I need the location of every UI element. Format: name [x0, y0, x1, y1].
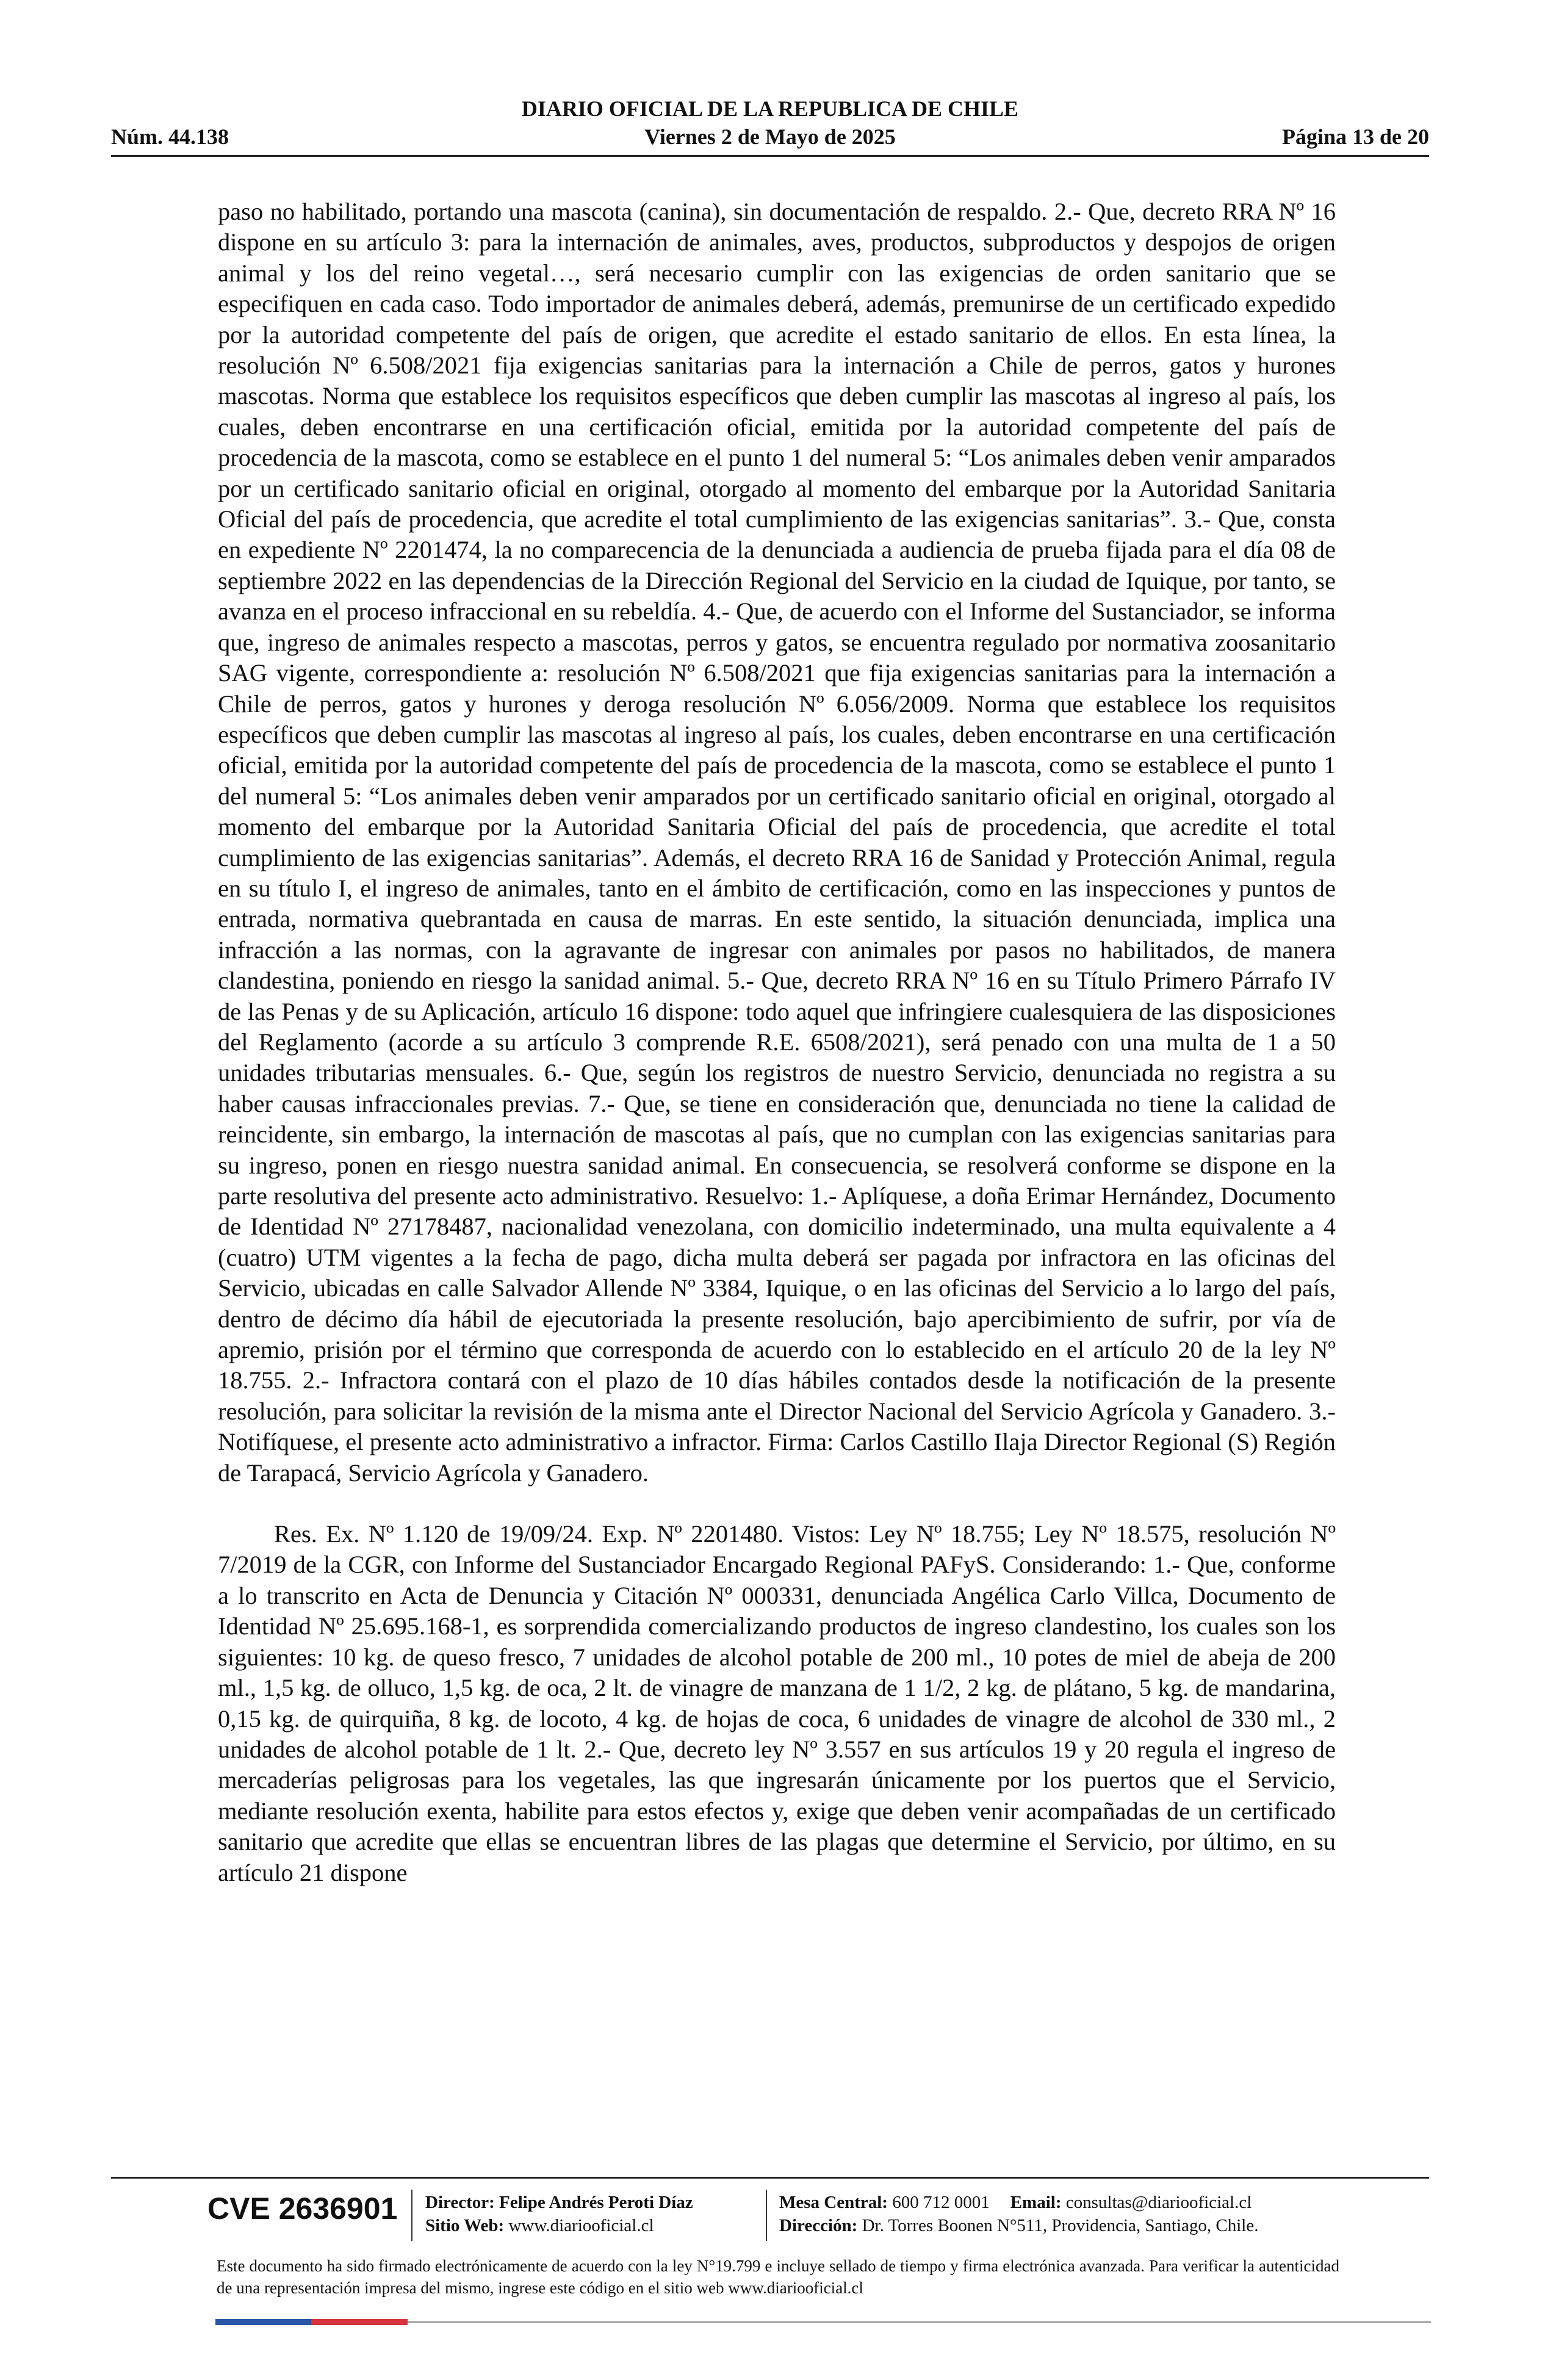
email-label: Email:	[1010, 2193, 1062, 2212]
footer-separator	[411, 2190, 412, 2241]
phone-value: 600 712 0001	[892, 2193, 990, 2212]
footer-contact-right	[779, 2191, 1258, 2237]
footer-bottom-rule	[408, 2321, 1431, 2323]
document-body	[218, 197, 1336, 1888]
flag-stripe	[215, 2319, 408, 2325]
footer-separator	[766, 2190, 767, 2241]
flag-red-segment	[311, 2319, 408, 2325]
director-label: Director:	[425, 2193, 495, 2212]
address-value: Dr. Torres Boonen N°511, Providencia, Santiago, Chile.	[862, 2216, 1259, 2235]
page-header	[111, 92, 1429, 155]
issue-number: Núm. 44.138	[111, 124, 229, 149]
body-paragraph: paso no habilitado, portando una mascota (canina), sin documentación de respaldo. 2.- Que, decreto RRA Nº 16 dispone en su artículo 3: para la internación de animales, aves, productos, subproductos y despojos de origen animal y los del reino vegetal…, será necesario cumplir con las exigencias de orden sanitario que se especifiquen en cada caso. Todo importador de animales deberá, además, premunirse de un certificado expedido por la autoridad competente del país de origen, que acredite el estado sanitario de ellos. En esta línea, la resolución Nº 6.508/2021 fija exigencias sanitarias para la internación a Chile de perros, gatos y hurones mascotas. Norma que establece los requisitos específicos que deben cumplir las mascotas al ingreso al país, los cuales, deben encontrarse en una certificación oficial, emitida por la autoridad competente del país de procedencia de la mascota, como se establece en el punto 1 del numeral 5: “Los animales deben venir amparados por un certificado sanitario oficial en original, otorgado al momento del embarque por la Autoridad Sanitaria Oficial del país de procedencia, que acredite el total cumplimiento de las exigencias sanitarias”. 3.- Que, consta en expediente Nº 2201474, la no comparecencia de la denunciada a audiencia de prueba fijada para el día 08 de septiembre 2022 en las dependencias de la Dirección Regional del Servicio en la ciudad de Iquique, por tanto, se avanza en el proceso infraccional en su rebeldía. 4.- Que, de acuerdo con el Informe del Sustanciador, se informa que, ingreso de animales respecto a mascotas, perros y gatos, se encuentra regulado por normativa zoosanitario SAG vigente, correspondiente a: resolución Nº 6.508/2021 que fija exigencias sanitarias para la internación a Chile de perros, gatos y hurones y deroga resolución Nº 6.056/2009. Norma que establece los requisitos específicos que deben cumplir las mascotas al ingreso al país, los cuales, deben encontrarse en una certificación oficial, emitida por la autoridad competente del país de procedencia de la mascota, como se establece el punto 1 del numeral 5: “Los animales deben venir amparados por un certificado sanitario oficial en original, otorgado al momento del embarque por la Autoridad Sanitaria Oficial del país de procedencia, que acredite el total cumplimiento de las exigencias sanitarias”. Además, el decreto RRA 16 de Sanidad y Protección Animal, regula en su título I, el ingreso de animales, tanto en el ámbito de certificación, como en las inspecciones y puntos de entrada, normativa quebrantada en causa de marras. En este sentido, la situación denunciada, implica una infracción a las normas, con la agravante de ingresar con animales por pasos no habilitados, de manera clandestina, poniendo en riesgo la sanidad animal. 5.- Que, decreto RRA Nº 16 en su Título Primero Párrafo IV de las Penas y de su Aplicación, artículo 16 dispone: todo aquel que infringiere cualesquiera de las disposiciones del Reglamento (acorde a su artículo 3 comprende R.E. 6508/2021), será penado con una multa de 1 a 50 unidades tributarias mensuales. 6.- Que, según los registros de nuestro Servicio, denunciada no registra a su haber causas infraccionales previas. 7.- Que, se tiene en consideración que, denunciada no tiene la calidad de reincidente, sin embargo, la internación de mascotas al país, que no cumplan con las exigencias sanitarias para su ingreso, ponen en riesgo nuestra sanidad animal. En consecuencia, se resolverá conforme se dispone en la parte resolutiva del presente acto administrativo. Resuelvo: 1.- Aplíquese, a doña Erimar Hernández, Documento de Identidad Nº 27178487, nacionalidad venezolana, con domicilio indeterminado, una multa equivalente a 4 (cuatro) UTM vigentes a la fecha de pago, dicha multa deberá ser pagada por infractora en las oficinas del Servicio, ubicadas en calle Salvador Allende Nº 3384, Iquique, o en las oficinas del Servicio a lo largo del país, dentro de décimo día hábil de ejecutoriada la presente resolución, bajo apercibimiento de sufrir, por vía de apremio, prisión por el término que corresponda de acuerdo con lo establecido en el artículo 20 de la ley Nº 18.755. 2.- Infractora contará con el plazo de 10 días hábiles contados desde la notificación de la presente resolución, para solicitar la revisión de la misma ante el Director Nacional del Servicio Agrícola y Ganadero. 3.- Notifíquese, el presente acto administrativo a infractor. Firma: Carlos Castillo Ilaja Director Regional (S) Región de Tarapacá, Servicio Agrícola y Ganadero.	[218, 198, 1336, 1487]
footer-divider	[111, 2177, 1429, 2179]
footer-contact-left	[425, 2191, 693, 2237]
header-divider	[111, 155, 1429, 157]
phone-label: Mesa Central:	[779, 2193, 888, 2212]
page-number: Página 13 de 20	[1281, 124, 1429, 149]
email-link[interactable]: consultas@diariooficial.cl	[1065, 2193, 1252, 2212]
publication-title: DIARIO OFICIAL DE LA REPUBLICA DE CHILE	[521, 96, 1019, 121]
director-name: Felipe Andrés Peroti Díaz	[499, 2193, 693, 2212]
cve-code: CVE 2636901	[207, 2191, 398, 2226]
website-link[interactable]: www.diariooficial.cl	[508, 2216, 654, 2235]
flag-blue-segment	[215, 2319, 311, 2325]
website-label: Sitio Web:	[425, 2216, 505, 2235]
address-label: Dirección:	[779, 2216, 858, 2235]
footer-disclaimer: Este documento ha sido firmado electrónicamente de acuerdo con la ley N°19.799 e incluye sellado de tiempo y firma electrónica avanzada. Para verificar la autenticidad de una representación impresa del mismo, ingrese este código en el sitio web www.diariooficial.cl	[217, 2257, 1339, 2297]
issue-date: Viernes 2 de Mayo de 2025	[644, 124, 896, 149]
body-paragraph: Res. Ex. Nº 1.120 de 19/09/24. Exp. Nº 2201480. Vistos: Ley Nº 18.755; Ley Nº 18.575, resolución Nº 7/2019 de la CGR, con Informe del Sustanciador Encargado Regional PAFyS. Considerando: 1.- Que, conforme a lo transcrito en Acta de Denuncia y Citación Nº 000331, denunciada Angélica Carlo Villca, Documento de Identidad Nº 25.695.168-1, es sorprendida comercializando productos de ingreso clandestino, los cuales son los siguientes: 10 kg. de queso fresco, 7 unidades de alcohol potable de 200 ml., 10 potes de miel de abeja de 200 ml., 1,5 kg. de olluco, 1,5 kg. de oca, 2 lt. de vinagre de manzana de 1 1/2, 2 kg. de plátano, 5 kg. de mandarina, 0,15 kg. de quirquiña, 8 kg. de locoto, 4 kg. de hojas de coca, 6 unidades de vinagre de alcohol de 330 ml., 2 unidades de alcohol potable de 1 lt. 2.- Que, decreto ley Nº 3.557 en sus artículos 19 y 20 regula el ingreso de mercaderías peligrosas para los vegetales, las que ingresarán únicamente por los puertos que el Servicio, mediante resolución exenta, habilite para estos efectos y, exige que deben venir acompañadas de un certificado sanitario que acredite que ellas se encuentran libres de las plagas que determine el Servicio, por último, en su artículo 21 dispone	[218, 1520, 1336, 1886]
